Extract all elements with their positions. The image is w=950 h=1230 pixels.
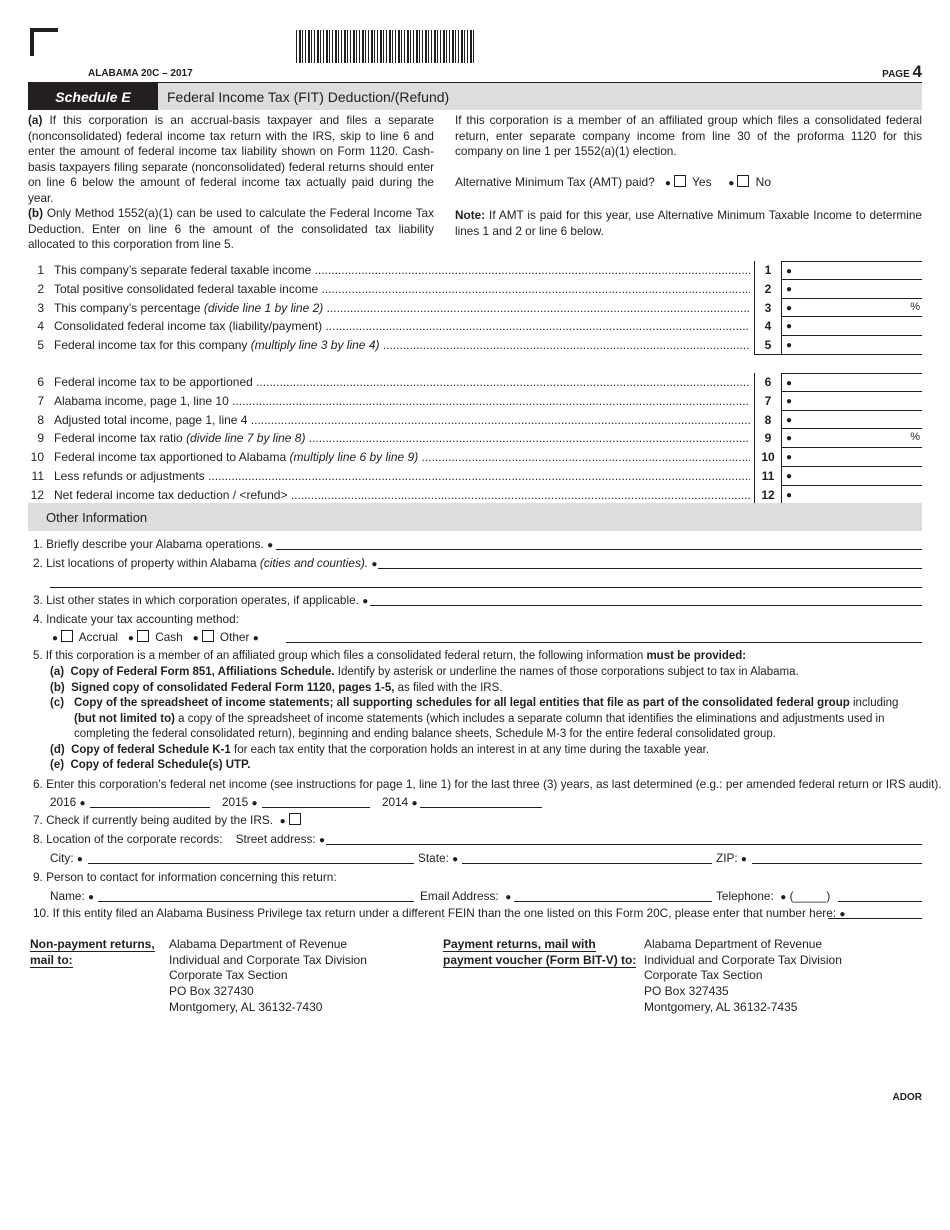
line-label: [54, 375, 750, 389]
q8-label: [33, 832, 325, 846]
q5d: [50, 743, 922, 759]
amt-note-label: Note:: [455, 208, 486, 222]
line-4-row: [28, 317, 922, 336]
income-2016-input[interactable]: [90, 807, 210, 808]
page-number: 4: [912, 62, 922, 81]
line-12-amount-input[interactable]: [782, 486, 922, 505]
instruction-b-label: (b): [28, 206, 44, 220]
q5b-bold: Signed copy of consolidated Federal Form 1120, pages 1-5,: [71, 681, 395, 694]
line-label-text: Less refunds or adjustments: [54, 468, 205, 483]
income-2015-input[interactable]: [262, 807, 370, 808]
lines-6-12: [28, 373, 922, 505]
cash-label: Cash: [155, 630, 183, 644]
q10-text: 10. If this entity filed an Alabama Business Privilege tax return under a different FEIN than the one listed on this Form 20C, please enter that number here:: [33, 906, 837, 920]
bullet-icon: ●: [411, 798, 418, 809]
line-label-text: Adjusted total income, page 1, line 4: [54, 412, 248, 427]
q10-label: [33, 906, 845, 920]
line-label-italic: (divide line 7 by line 8): [186, 431, 306, 446]
bullet-icon: ●: [505, 892, 512, 903]
q2-input[interactable]: [378, 568, 922, 569]
line-box-number: 11: [754, 467, 782, 486]
amt-note-text: If AMT is paid for this year, use Alternative Minimum Taxable Income to determine lines 1 and 2 or line 6 below.: [455, 208, 922, 238]
amt-question: Alternative Minimum Tax (AMT) paid?: [455, 175, 655, 189]
bullet-icon: ●: [52, 633, 59, 644]
bullet-icon: ●: [728, 178, 735, 189]
line-label: [54, 301, 750, 315]
bullet-icon: ●: [664, 178, 671, 189]
name-label: Name:: [50, 889, 85, 903]
instruction-b-text: Only Method 1552(a)(1) can be used to calculate the Federal Income Tax Deduction. Enter on line 6 the amount of the consolidated tax liability allocated to this corporation from line 5.: [28, 206, 434, 251]
line-label-text: Alabama income, page 1, line 10: [54, 393, 229, 408]
line-1-amount-input[interactable]: [782, 261, 922, 280]
line-number: 1: [37, 263, 44, 277]
line-box-number: 4: [754, 317, 782, 336]
q4-label: 4. Indicate your tax accounting method:: [33, 612, 239, 626]
q2-label: [33, 556, 377, 570]
form-id: ALABAMA 20C – 2017: [88, 68, 193, 79]
address-line: Montgomery, AL 36132-7435: [644, 999, 798, 1014]
bullet-icon: ●: [76, 854, 83, 865]
nonpayment-heading: [30, 937, 155, 968]
other-label: Other: [219, 630, 250, 644]
bullet-icon: ●: [786, 489, 793, 501]
line-label-italic: (divide line 1 by line 2): [203, 300, 324, 315]
bullet-icon: ●: [127, 633, 134, 644]
bullet-icon: ●: [786, 283, 793, 295]
line-label-italic: (multiply line 3 by line 4): [250, 338, 380, 353]
other-info-section: [28, 535, 942, 915]
bullet-icon: ●: [786, 302, 793, 314]
line-box-number: 9: [754, 429, 782, 448]
line-number: 6: [37, 375, 44, 389]
line-6-amount-input[interactable]: [782, 373, 922, 392]
line-number: 7: [37, 393, 44, 408]
line-number: 12: [30, 487, 44, 502]
page-label: [882, 62, 922, 82]
bullet-icon: ●: [192, 633, 199, 644]
corner-crop-mark: [30, 28, 58, 56]
line-3-amount-input[interactable]: [782, 299, 922, 318]
bullet-icon: ●: [780, 892, 787, 903]
q1-input[interactable]: [276, 549, 922, 550]
ador-footer: ADOR: [892, 1092, 922, 1103]
barcode-image: [296, 30, 474, 63]
line-number: 11: [31, 468, 44, 483]
email-input[interactable]: [514, 901, 712, 902]
cash-checkbox[interactable]: [137, 630, 149, 642]
q5c-body: [74, 696, 922, 743]
line-label: [54, 319, 750, 333]
state-label: State:: [418, 851, 449, 865]
line-label-text: Federal income tax to be apportioned: [54, 375, 253, 389]
line-number: 5: [37, 338, 44, 353]
other-checkbox[interactable]: [202, 630, 214, 642]
q5a-text: Identify by asterisk or underline the names of those corporations subject to tax in Alabama.: [334, 666, 799, 678]
amt-question-row: [455, 175, 771, 189]
line-label-text: Federal income tax for this company: [54, 338, 251, 353]
q5c: [50, 696, 922, 743]
line-number: 2: [37, 281, 44, 296]
line-number: 3: [37, 300, 44, 315]
amt-no-checkbox[interactable]: [737, 175, 749, 187]
line-label: [54, 488, 750, 502]
bullet-icon: ●: [318, 835, 325, 846]
state-input[interactable]: [462, 863, 712, 864]
line-number: 9: [37, 431, 44, 446]
percent-sign: %: [910, 300, 920, 313]
street-input[interactable]: [326, 844, 922, 845]
q3-text: 3. List other states in which corporation operates, if applicable.: [33, 593, 359, 607]
address-line: Corporate Tax Section: [644, 968, 763, 983]
zip-label-row: [716, 851, 747, 865]
line-box-number: 8: [754, 411, 782, 430]
line-box-number: 10: [754, 448, 782, 467]
year-2016: 2016: [50, 795, 77, 809]
q5e-bold: Copy of federal Schedule(s) UTP.: [70, 759, 251, 771]
year-2015: 2015: [222, 795, 249, 809]
q5d-bold: Copy of federal Schedule K-1: [71, 743, 231, 756]
q5-text: 5. If this corporation is a member of an affiliated group which files a consolidated federal return, the following information: [33, 650, 647, 662]
line-6-row: [28, 373, 922, 392]
bullet-icon: ●: [839, 909, 846, 920]
line-10-row: [28, 448, 922, 467]
amt-note: [455, 208, 922, 239]
q6-label: 6. Enter this corporation’s federal net income (see instructions for page 1, line 1) for the last three (3) years, as last determined (e.g.: per amended federal return or IRS audit).: [33, 777, 942, 791]
name-label-row: [50, 889, 94, 903]
nonpayment-heading-1: Non-payment returns,: [30, 937, 155, 951]
line-7-row: [28, 392, 922, 411]
line-label-text: Federal income tax apportioned to Alabama: [54, 450, 290, 465]
q5d-label: (d): [50, 743, 65, 756]
address-line: Individual and Corporate Tax Division: [644, 952, 842, 967]
bullet-icon: ●: [786, 266, 793, 277]
q5b-text: as filed with the IRS.: [394, 681, 503, 694]
q5b-label: (b): [50, 681, 65, 694]
q5a: [50, 665, 922, 681]
q9-label: 9. Person to contact for information concerning this return:: [33, 870, 337, 884]
address-line: Alabama Department of Revenue: [644, 937, 823, 951]
amt-yes-checkbox[interactable]: [674, 175, 686, 187]
q5c-mid: including: [849, 697, 899, 709]
address-line: Individual and Corporate Tax Division: [169, 952, 367, 967]
bullet-icon: ●: [452, 854, 459, 865]
schedule-title: Federal Income Tax (FIT) Deduction/(Refund): [158, 83, 922, 110]
line-box-number: 1: [754, 261, 782, 280]
line-11-row: [28, 467, 922, 486]
q6-2015: [222, 795, 258, 809]
q8-text: 8. Location of the corporate records:: [33, 832, 223, 846]
phone-area-code: (_____): [789, 889, 831, 903]
q6-2014: [382, 795, 418, 809]
line-label: [54, 263, 750, 277]
amt-no-label: No: [755, 175, 772, 189]
address-line: PO Box 327435: [644, 984, 729, 999]
affiliated-group-note: If this corporation is a member of an affiliated group which files a consolidated federal return, enter separate company income from line 30 of the proforma 1120 for this company on line 1 per 1552(a)(1) election.: [455, 113, 922, 158]
bullet-icon: ●: [740, 854, 747, 865]
email-label-row: [420, 889, 511, 903]
q5c-bold2: (but not limited to): [74, 712, 175, 725]
state-label-row: [418, 851, 458, 865]
line-10-amount-input[interactable]: [782, 448, 922, 467]
q5-label: [33, 649, 923, 665]
q1-label: [33, 537, 273, 551]
line-box-number: 5: [754, 336, 782, 355]
line-11-amount-input[interactable]: [782, 467, 922, 486]
city-input[interactable]: [88, 863, 414, 864]
address-line: Corporate Tax Section: [169, 968, 288, 983]
line-label-text: Net federal income tax deduction / <refund>: [54, 487, 288, 502]
email-label: Email Address:: [420, 889, 499, 903]
bullet-icon: ●: [251, 798, 258, 809]
bullet-icon: ●: [252, 633, 259, 644]
bullet-icon: ●: [88, 892, 95, 903]
payment-heading: [443, 937, 636, 968]
bullet-icon: ●: [786, 378, 793, 389]
q1-text: 1. Briefly describe your Alabama operations.: [33, 537, 264, 551]
line-label-text: Total positive consolidated federal taxable income: [54, 281, 319, 296]
accrual-label: Accrual: [78, 630, 119, 644]
bullet-icon: ●: [786, 452, 793, 464]
audited-checkbox[interactable]: [289, 813, 301, 825]
line-label: [54, 450, 750, 464]
q6-2016: [50, 795, 86, 809]
instruction-a: [28, 113, 434, 206]
line-label-italic: (multiply line 6 by line 9): [289, 450, 419, 465]
instruction-b: [28, 206, 434, 253]
line-5-row: [28, 336, 922, 355]
q5a-label: (a): [50, 666, 65, 678]
line-4-amount-input[interactable]: [782, 317, 922, 336]
line-label: [54, 469, 750, 483]
lines-1-5: [28, 261, 922, 355]
line-2-amount-input[interactable]: [782, 280, 922, 299]
line-label-text: This company’s percentage: [54, 300, 204, 315]
q7-label: [33, 813, 304, 827]
bullet-icon: ●: [267, 540, 274, 551]
q5e-label: (e): [50, 759, 65, 771]
q5a-bold: Copy of Federal Form 851, Affiliations Schedule.: [70, 666, 335, 678]
page-label-text: PAGE: [882, 69, 910, 80]
line-7-amount-input[interactable]: [782, 392, 922, 411]
q2-italic: (cities and counties).: [259, 556, 369, 570]
zip-label: ZIP:: [716, 851, 738, 865]
bullet-icon: ●: [79, 798, 86, 809]
bullet-icon: ●: [786, 340, 793, 352]
street-label: Street address:: [235, 832, 316, 846]
year-2014: 2014: [382, 795, 409, 809]
line-label-text: Federal income tax ratio: [54, 431, 187, 446]
line-5-amount-input[interactable]: [782, 336, 922, 355]
payment-heading-1: Payment returns, mail with: [443, 937, 596, 951]
payment-heading-2: payment voucher (Form BIT-V) to:: [443, 952, 637, 967]
prior-fein-input[interactable]: [828, 918, 922, 919]
other-info-header: Other Information: [28, 503, 922, 531]
line-8-amount-input[interactable]: [782, 411, 922, 430]
address-line: Alabama Department of Revenue: [169, 937, 348, 951]
line-label: [54, 394, 750, 408]
bullet-icon: ●: [371, 559, 378, 570]
accrual-checkbox[interactable]: [61, 630, 73, 642]
line-box-number: 12: [754, 486, 782, 505]
bullet-icon: ●: [786, 470, 793, 482]
bullet-icon: ●: [362, 596, 369, 607]
schedule-label: Schedule E: [28, 83, 158, 110]
phone-label: Telephone:: [716, 889, 774, 903]
phone-input[interactable]: [838, 901, 922, 902]
phone-label-row: [716, 889, 830, 903]
q5b: [50, 681, 922, 697]
line-number: 10: [30, 450, 44, 465]
line-number: 8: [37, 412, 44, 427]
q5e: [50, 758, 922, 774]
line-label-text: This company’s separate federal taxable income: [54, 263, 312, 277]
bullet-icon: ●: [786, 414, 793, 426]
q5-bold: must be provided:: [646, 650, 747, 662]
line-12-row: [28, 486, 922, 505]
bullet-icon: ●: [279, 816, 286, 827]
address-line: PO Box 327430: [169, 984, 254, 999]
q5-items: [50, 665, 922, 774]
line-9-amount-input[interactable]: [782, 429, 922, 448]
other-method-input[interactable]: [286, 642, 922, 643]
line-8-row: [28, 411, 922, 430]
line-label: [54, 413, 750, 427]
line-label-text: Consolidated federal income tax (liability/payment): [54, 319, 323, 334]
instruction-a-text: If this corporation is an accrual-basis taxpayer and files a separate (nonconsolidated) federal income tax return with the IRS, skip to line 6 and enter the amount of federal income tax liability shown on Form 1120. Cash-basis taxpayers filing separate (nonconsolidated) federal returns should enter on line 6 below the amount of federal income tax actually paid during the year.: [28, 113, 434, 205]
amt-yes-label: Yes: [692, 175, 712, 189]
payment-address: [644, 937, 842, 1016]
line-box-number: 3: [754, 299, 782, 318]
contact-name-input[interactable]: [98, 901, 414, 902]
line-1-row: [28, 261, 922, 280]
q7-text: 7. Check if currently being audited by the IRS.: [33, 813, 273, 827]
city-label-row: [50, 851, 83, 865]
line-9-row: [28, 429, 922, 448]
line-label: [54, 338, 750, 352]
nonpayment-address: [169, 937, 367, 1016]
q2-text: 2. List locations of property within Alabama: [33, 556, 260, 570]
line-box-number: 6: [754, 373, 782, 392]
q3-input[interactable]: [370, 605, 922, 606]
line-3-row: [28, 299, 922, 318]
address-line: Montgomery, AL 36132-7430: [169, 999, 323, 1014]
line-box-number: 2: [754, 280, 782, 299]
bullet-icon: ●: [786, 433, 793, 445]
city-label: City:: [50, 851, 74, 865]
line-2-row: [28, 280, 922, 299]
line-box-number: 7: [754, 392, 782, 411]
q2-input-line2[interactable]: [50, 587, 922, 588]
q5c-text: a copy of the spreadsheet of income statements (which includes a separate column that identifies the eliminations and adjustments used in completing the federal consolidated return), beginning and ending balance sheets, Schedule M-3 for the entire federal consolidated group.: [74, 712, 885, 740]
q4-options: [52, 630, 259, 644]
q5c-label: (c): [50, 697, 65, 709]
nonpayment-heading-2: mail to:: [30, 952, 73, 967]
line-number: 4: [37, 319, 44, 334]
q5d-text: for each tax entity that the corporation holds an interest in at any time during the taxable year.: [230, 743, 710, 756]
zip-input[interactable]: [752, 863, 922, 864]
bullet-icon: ●: [786, 395, 793, 407]
line-label: [54, 431, 750, 445]
percent-sign: %: [910, 431, 920, 444]
q5c-bold: Copy of the spreadsheet of income statements; all supporting schedules for all legal entities that file as part of the consolidated federal group: [74, 697, 850, 709]
line-label: [54, 282, 750, 296]
income-2014-input[interactable]: [420, 807, 542, 808]
instruction-a-label: (a): [28, 113, 43, 127]
bullet-icon: ●: [786, 321, 793, 333]
q3-label: [33, 593, 368, 607]
